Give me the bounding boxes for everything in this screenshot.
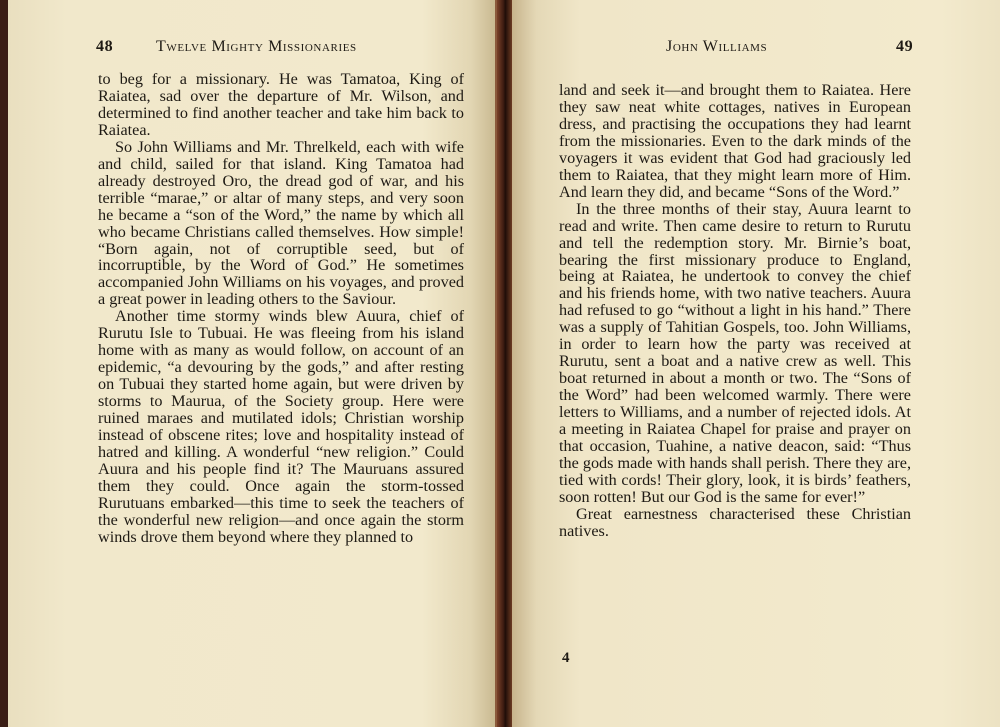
right-paragraph: land and seek it—and brought them to Raiatea. Here they saw neat white cottages, natives in European dress, and practising the occupations they had learnt from the missionaries. Even to the dark minds of the voyagers it was evident that God had graciously led them to Raiatea, that they might learn more of Him. And learn they did, and became “Sons of the Word.”	[559, 81, 911, 201]
left-paragraph: Another time stormy winds blew Auura, chief of Rurutu Isle to Tubuai. He was fleeing from his island home with as many as would follow, on account of an epidemic, “a devouring by the gods,” and after resting on Tubuai they started home again, but were driven by storms to Maurua, of the Society group. Here were ruined maraes and mutilated idols; Christian worship instead of obscene rites; love and hospitality instead of hatred and killing. A wonderful “new religion.” Could Auura and his people find it? The Mauruans assured them they could. Once again the storm-tossed Rurutuans embarked—this time to seek the teachers of the wonderful new religion—and once again the storm winds drove them beyond where they planned to	[98, 307, 464, 546]
right-paragraph: Great earnestness characterised these Christian natives.	[559, 504, 911, 540]
left-paragraph: to beg for a missionary. He was Tamatoa, King of Raiatea, sad over the departure of Mr. Wilson, and determined to find another teacher and take him back to Raiatea.	[98, 70, 464, 139]
book-gutter	[497, 0, 512, 727]
left-running-title: Twelve Mighty Missionaries	[156, 38, 357, 55]
right-paragraph: In the three months of their stay, Auura learnt to read and write. Then came desire to return to Rurutu and tell the redemption story. Mr. Birnie’s boat, bearing the first missionary produce to England, being at Raiatea, he undertook to convey the chief and his friends home, with two native teachers. Auura had refused to go “without a light in his hand.” There was a supply of Tahitian Gospels, too. John Williams, in order to learn how the party was received at Rurutu, sent a boat and a native crew as well. This boat returned in about a month or two. The “Sons of the Word” had been welcomed warmly. There were letters to Williams, and a number of rejected idols. At a meeting in Raiatea Chapel for praise and prayer on that occasion, Tuahine, a native deacon, said: “Thus the gods made with hands shall perish. There they are, tied with cords! Their glory, look, it is birds’ feathers, soon rotten! But our God is the same for ever!”	[559, 199, 911, 506]
right-page-number: 49	[896, 38, 914, 55]
right-page	[512, 0, 1000, 727]
left-page	[8, 0, 497, 727]
signature-mark: 4	[562, 650, 570, 666]
left-paragraph: So John Williams and Mr. Threlkeld, each with wife and child, sailed for that island. King Tamatoa had already destroyed Oro, the dread god of war, and his terrible “marae,” or altar of many steps, and very soon he became a “son of the Word,” the name by which all who became Christians called themselves. How simple! “Born again, not of corruptible seed, but of incorruptible, by the Word of God.” He sometimes accompanied John Williams on his voyages, and proved a great power in leading others to the Saviour.	[98, 137, 464, 309]
right-running-title: John Williams	[666, 38, 768, 55]
right-body-text	[559, 82, 911, 540]
left-page-number: 48	[96, 38, 114, 55]
left-body-text	[98, 71, 464, 546]
